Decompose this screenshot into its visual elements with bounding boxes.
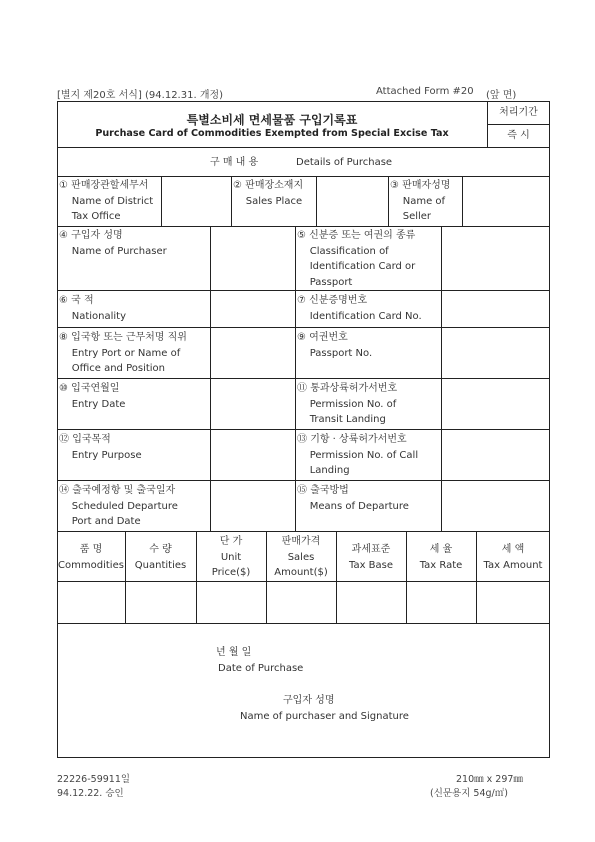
approval-date: 94.12.22. 승인	[57, 788, 124, 799]
field-entry-date-label: ⑩ 입국연월일 Entry Date	[59, 383, 126, 410]
column-tax-rate: 세 율 Tax Rate	[419, 544, 463, 571]
column-quantities: 수 량 Quantities	[134, 544, 187, 571]
column-sales-amount: 판매가격 Sales Amount($)	[274, 536, 328, 578]
field-passport-number-label: ⑨ 여권번호 Passport No.	[297, 332, 373, 359]
page-side-label: (앞 면)	[486, 90, 517, 101]
field-seller-name-label: ③ 판매자성명 Name of Seller	[390, 180, 451, 222]
purchaser-signature-label: Name of purchaser and Signature	[240, 711, 409, 722]
field-scheduled-departure-label: ⑭ 출국예정항 및 출국일자 Scheduled Departure Port and Date	[59, 485, 178, 527]
processing-period-value: 즉 시	[507, 130, 530, 141]
purchase-date-label: Date of Purchase	[218, 663, 304, 674]
attached-form-label: Attached Form #20	[376, 86, 474, 97]
field-sales-place-label: ② 판매장소재지 Sales Place	[233, 180, 304, 207]
field-id-classification-label: ⑤ 신분증 또는 여권의 종류 Classification of Identification Card or Passport	[297, 230, 416, 288]
column-tax-amount: 세 액 Tax Amount	[483, 544, 543, 571]
purchaser-name-korean: 구입자 성명	[283, 695, 335, 706]
title-english: Purchase Card of Commodities Exempted from Special Excise Tax	[95, 128, 449, 139]
title-korean: 특별소비세 면세물품 구입기록표	[186, 113, 358, 127]
form-code: 22226-59911일	[57, 774, 131, 785]
paper-type: (신문용지 54g/㎡)	[430, 788, 508, 799]
section-title-english: Details of Purchase	[296, 157, 393, 168]
field-id-number-label: ⑦ 신분증명번호 Identification Card No.	[297, 295, 422, 322]
field-means-of-departure-label: ⑮ 출국방법 Means of Departure	[297, 485, 409, 512]
field-district-tax-office-label: ① 판매장관할세무서 Name of District Tax Office	[59, 180, 154, 222]
processing-period-label: 처리기간	[499, 107, 538, 118]
field-transit-permission-label: ⑪ 통과상륙허가서번호 Permission No. of Transit Landing	[297, 383, 398, 425]
section-title-korean: 구 매 내 용	[210, 157, 259, 168]
field-purchaser-name-label: ④ 구입자 성명 Name of Purchaser	[59, 230, 167, 257]
column-unit-price: 단 가 Unit Price($)	[211, 536, 251, 578]
column-tax-base: 과세표준 Tax Base	[348, 544, 394, 571]
field-nationality-label: ⑥ 국 적 Nationality	[59, 295, 127, 322]
field-entry-purpose-label: ⑫ 입국목적 Entry Purpose	[59, 434, 142, 461]
field-call-landing-permission-label: ⑬ 기항 · 상륙허가서번호 Permission No. of Call Landing	[297, 434, 419, 476]
field-entry-port-label: ⑧ 입국항 또는 근무처명 직위 Entry Port or Name of Office and Position	[59, 332, 187, 374]
paper-size: 210㎜ x 297㎜	[456, 774, 523, 785]
form-reference: [별지 제20호 서식] (94.12.31. 개정)	[57, 90, 224, 101]
purchase-date-korean: 년 월 일	[216, 647, 252, 658]
column-commodities: 품 명 Commodities	[58, 544, 124, 571]
